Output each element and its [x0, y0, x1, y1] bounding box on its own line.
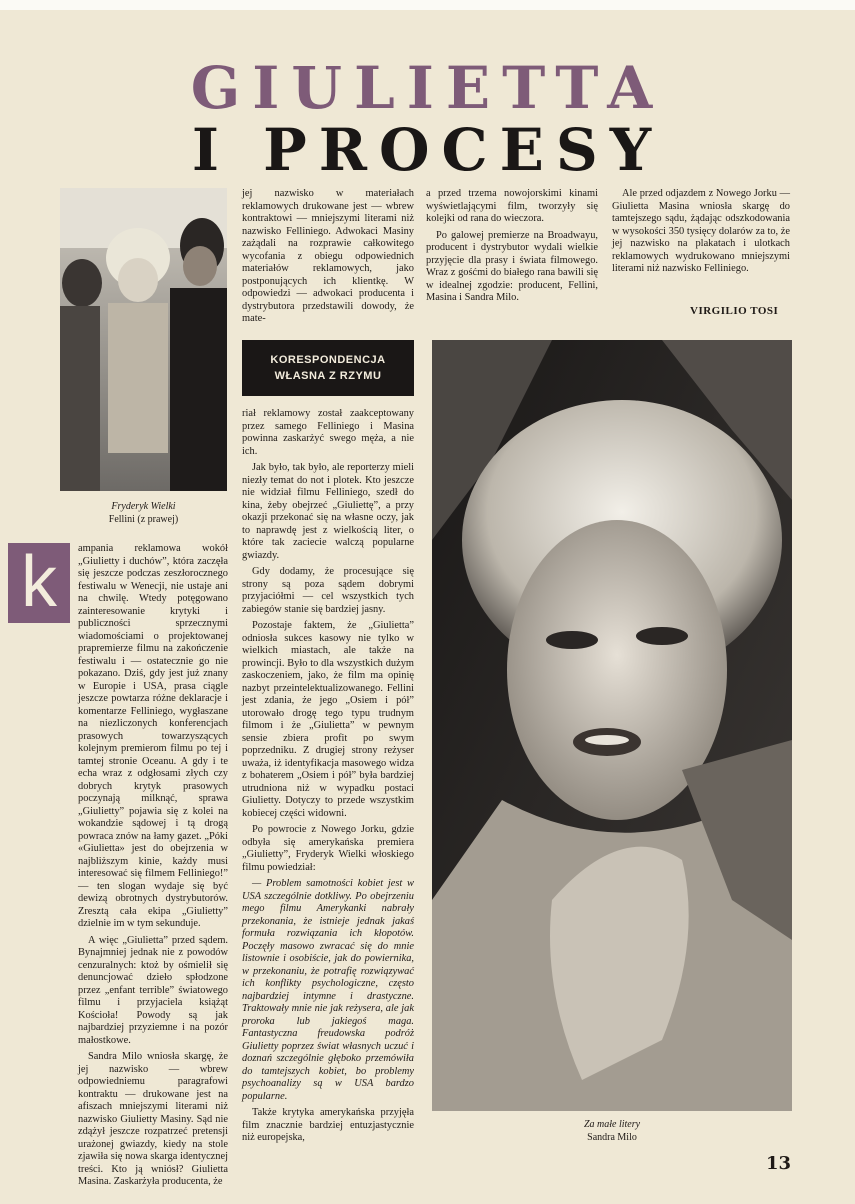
- paragraph: Jak było, tak było, ale reporterzy mieli niezły temat do not i plotek. Kto jeszcze nie widział filmu Felliniego, szedł do kina, żeby obejrzeć „Giuliettę”, a przy okazji przekonać się na własne oczy, jak to naprawdę jest z wielkością liter, o które tak zaciecie walczą popularne gwiazdy.: [242, 462, 414, 561]
- paragraph: a przed trzema nowojorskimi kinami wyświetlającymi film, tworzyły się kolejki od rana do wieczora.: [426, 188, 598, 224]
- paragraph: A więc „Giulietta” przed sądem. Bynajmniej jednak nie z powodów cenzuralnych: ktoż by ośmielił się denuncjować dzieło spłodzone przez „enfant terrible” światowego filmu i przyjaciela książąt Kościoła! Powody są jak najbardziej przyziemne i na pozór małostkowe.: [78, 934, 228, 1046]
- paragraph: Ale przed odjazdem z Nowego Jorku — Giulietta Masina wniosła skargę do tamtejszego sądu, żądając odszkodowania w wysokości 350 tysięcy dolarów za to, że jej nazwisko na plakatach i ulotkach reklamowych wydrukowano mniejszymi literami niż nazwisko Felliniego.: [612, 188, 790, 274]
- top-margin: [0, 0, 855, 10]
- section-box: [242, 340, 414, 396]
- paragraph-quote: — Problem samotności kobiet jest w USA szczególnie dotkliwy. Po obejrzeniu mego filmu Amerykanki nabrały przekonania, że istnieje jednak jakaś formuła rozwiązania ich kłopotów. Poczęły masowo zwracać się do mnie listownie i osobiście, jak do powiernika, w przekonaniu, że potrafię rozwiązywać ich konflikty psychologiczne, często najbardziej intymne i drastyczne. Traktowały mnie nie jak reżysera, ale jak proroka lub jakiegoś maga. Fantastyczna freudowska podróż Giulietty poprzez świat własnych uczuć i doznań szczególnie głęboko przemówiła do tamtejszych kobiet, bo problemy psychoanalizy są w USA bardzo popularne.: [242, 878, 414, 1102]
- paragraph: Także krytyka amerykańska przyjęła film znacznie bardziej entuzjastycznie niż europejska,: [242, 1107, 414, 1143]
- photo-sandra-milo: [432, 340, 792, 1111]
- column-2: [242, 408, 414, 1149]
- section-box-line2: WŁASNA Z RZYMU: [274, 370, 382, 382]
- paragraph: Po powrocie z Nowego Jorku, gdzie odbyła się amerykańska premiera „Giulietty”, Fryderyk Wielki włoskiego filmu powiedział:: [242, 824, 414, 873]
- paragraph: Sandra Milo wniosła skargę, że jej nazwisko — wbrew odpowiedniemu paragrafowi kontraktu — drukowane jest na afiszach mniejszymi literami niż nazwisko Giulietty Masiny. Sąd nie zdążył jeszcze rozpatrzeć pretensji urażonej gwiazdy, kiedy na stole zjawiła się nowa skarga identycznej treści. Kto ją wniósł? Giulietta Masina. Zaskarżyła producenta, że: [78, 1051, 228, 1187]
- photo-sandra-milo-image: [432, 340, 792, 1111]
- photo-sandra-caption-title: Za małe litery: [583, 1119, 641, 1130]
- paragraph: Po galowej premierze na Broadwayu, producent i dystrybutor wydali wielkie przyjęcie dla prasy i świata filmowego. Wraz z gośćmi do białego rana bawili się w idealnej zgodzie: producent, Fellini, Masina i Sandra Milo.: [426, 229, 598, 303]
- paragraph: Gdy dodamy, że procesujące się strony są poza sądem dobrymi przyjaciółmi — cel wszystkich tych zabiegów stanie się bardziej jasny.: [242, 566, 414, 615]
- photo-fellini: [60, 188, 227, 491]
- paragraph: ampania reklamowa wokół „Giulietty i duchów”, która zaczęła się jeszcze podczas zeszłorocznego festiwalu w Wenecji, nie ustaje ani na chwilę. Wtedy potęgowano zainteresowanie krytyki i publiczności sprzecznymi wiadomościami o projektowanej prapremierze filmu na zakończenie festiwalu i — ostatecznie go nie pokazano. Dziś, gdy jest już znany w Europie i USA, prasa ciągle jeszcze powtarza różne deklaracje i komentarze Felliniego, wygłaszane na niezliczonych konferencjach prasowych towarzyszących kolejnym premierom filmu po tej i tamtej stronie Oceanu. A gdy i te echa wraz z odgłosami złych czy dobrych krytyk prasowych poczynają milknąć, sprawa „Giulietty” pojawia się z kolei na wokandzie sądowej i tą drogą powraca znów na łamy gazet. „Póki «Giulietta» jest do obejrzenia w najbliższym kinie, każdy musi interesować się filmem Felliniego!” — ten slogan wydaje się być dewizą obrotnych dystrybutorów. Zresztą cała ekipa „Giulietty” dzielnie im w tym sekunduje.: [78, 543, 228, 929]
- author-signature: VIRGILIO TOSI: [690, 305, 779, 317]
- column-3-top: [426, 188, 598, 309]
- paragraph: jej nazwisko w materiałach reklamowych drukowane jest — wbrew kontraktowi — mniejszymi literami niż nazwisko Felliniego. Adwokaci Masiny zażądali na rozprawie całkowitego wycofania z obiegu odpowiednich materiałów reklamowych, jako postponujących ich klientkę. W odpowiedzi — adwokaci producenta i dystrybutora przedstawili dowody, że mate-: [242, 188, 414, 324]
- column-1: [78, 543, 228, 1193]
- section-box-line1: KORESPONDENCJA: [270, 354, 386, 366]
- headline-line1: GIULIETTA: [190, 54, 665, 122]
- photo-fellini-caption-sub: Fellini (z prawej): [108, 514, 179, 525]
- column-2-top: [242, 188, 414, 330]
- column-4-top: [612, 188, 790, 280]
- headline-line2: I PROCESY: [191, 116, 664, 184]
- photo-fellini-caption-title: Fryderyk Wielki: [111, 501, 176, 512]
- dropcap: k: [8, 543, 70, 623]
- paragraph: riał reklamowy został zaakceptowany przez samego Felliniego i Masina powinna zaskarżyć swego męża, a nie ich.: [242, 408, 414, 457]
- photo-fellini-image: [60, 188, 227, 491]
- paragraph: Pozostaje faktem, że „Giulietta” odniosła sukces kasowy nie tylko w wielkich miastach, ale także na prowincji. Było to dla wszystkich dużym zaskoczeniem, jako, że film ma opinię nazbyt przeintelektualizowanego. Fellini jest zdania, że jego „Osiem i pół” utorowało drogę tego typu trudnym filmom i że „Giulietta” w pewnym sensie zbiera profit po swym poprzedniku. Z drugiej strony reżyser uważa, iż identyfikacja masowego widza z bohaterem „Osiem i pół” była bardziej utrudniona niż w wypadku postaci Giulietty. Dotyczy to przede wszystkim kobiecej części widowni.: [242, 620, 414, 819]
- photo-sandra-caption-sub: Sandra Milo: [587, 1132, 637, 1143]
- page-number: 13: [765, 1153, 791, 1174]
